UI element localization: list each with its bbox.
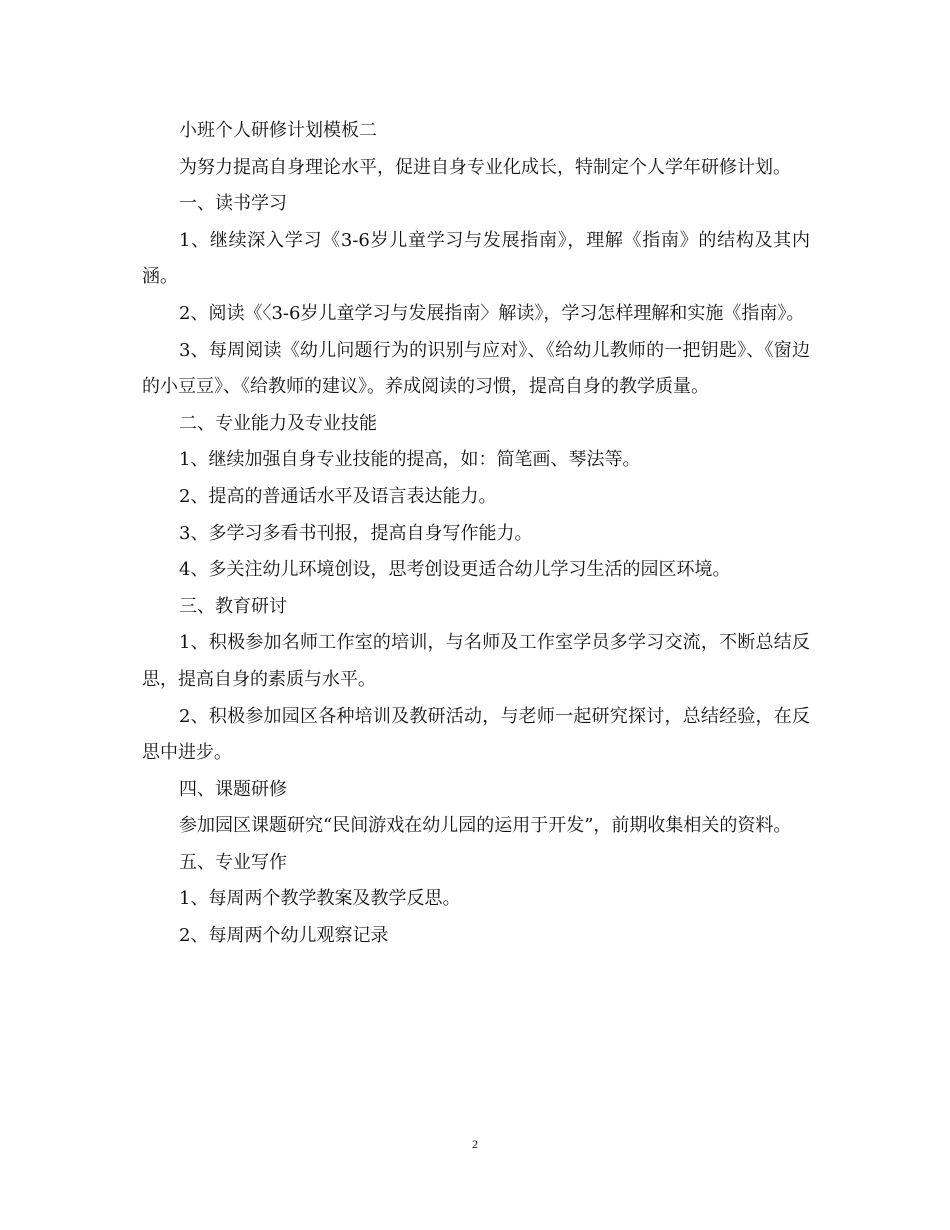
writing-item-2: 2、每周两个幼儿观察记录 (179, 925, 389, 947)
section-heading-research: 三、教育研讨 (179, 595, 287, 617)
skills-item-3: 3、多学习多看书刊报，提高自身写作能力。 (179, 522, 533, 544)
document-title: 小班个人研修计划模板二 (179, 120, 377, 141)
reading-item-2: 2、阅读《〈3-6岁儿童学习与发展指南〉解读》，学习怎样理解和实施《指南》。 (179, 302, 805, 324)
section-heading-writing: 五、专业写作 (179, 851, 287, 873)
page-number: 2 (472, 1137, 478, 1151)
skills-item-1: 1、继续加强自身专业技能的提高，如：简笔画、琴法等。 (179, 449, 641, 471)
skills-item-2: 2、提高的普通话水平及语言表达能力。 (179, 485, 497, 507)
research-item-1: 1、积极参加名师工作室的培训，与名师及工作室学员多学习交流，不断总结反思，提高自身的素质与水平。 (142, 632, 810, 690)
skills-item-4: 4、多关注幼儿环境创设，思考创设更适合幼儿学习生活的园区环境。 (179, 559, 731, 581)
intro-paragraph: 为努力提高自身理论水平，促进自身专业化成长，特制定个人学年研修计划。 (179, 156, 791, 178)
project-paragraph: 参加园区课题研究“民间游戏在幼儿园的运用于开发”，前期收集相关的资料。 (179, 815, 792, 837)
section-heading-reading: 一、读书学习 (179, 193, 287, 215)
document-body (142, 113, 810, 955)
writing-item-1: 1、每周两个教学教案及教学反思。 (179, 888, 461, 910)
reading-item-3: 3、每周阅读《幼儿问题行为的识别与应对》、《给幼儿教师的一把钥匙》、《窗边的小豆豆》、《给教师的建议》。养成阅读的习惯，提高自身的教学质量。 (142, 339, 810, 398)
research-item-2: 2、积极参加园区各种培训及教研活动，与老师一起研究探讨，总结经验，在反思中进步。 (142, 705, 810, 764)
section-heading-skills: 二、专业能力及专业技能 (179, 412, 377, 434)
section-heading-project: 四、课题研修 (179, 778, 287, 800)
reading-item-1: 1、继续深入学习《3-6岁儿童学习与发展指南》，理解《指南》的结构及其内涵。 (142, 229, 810, 288)
